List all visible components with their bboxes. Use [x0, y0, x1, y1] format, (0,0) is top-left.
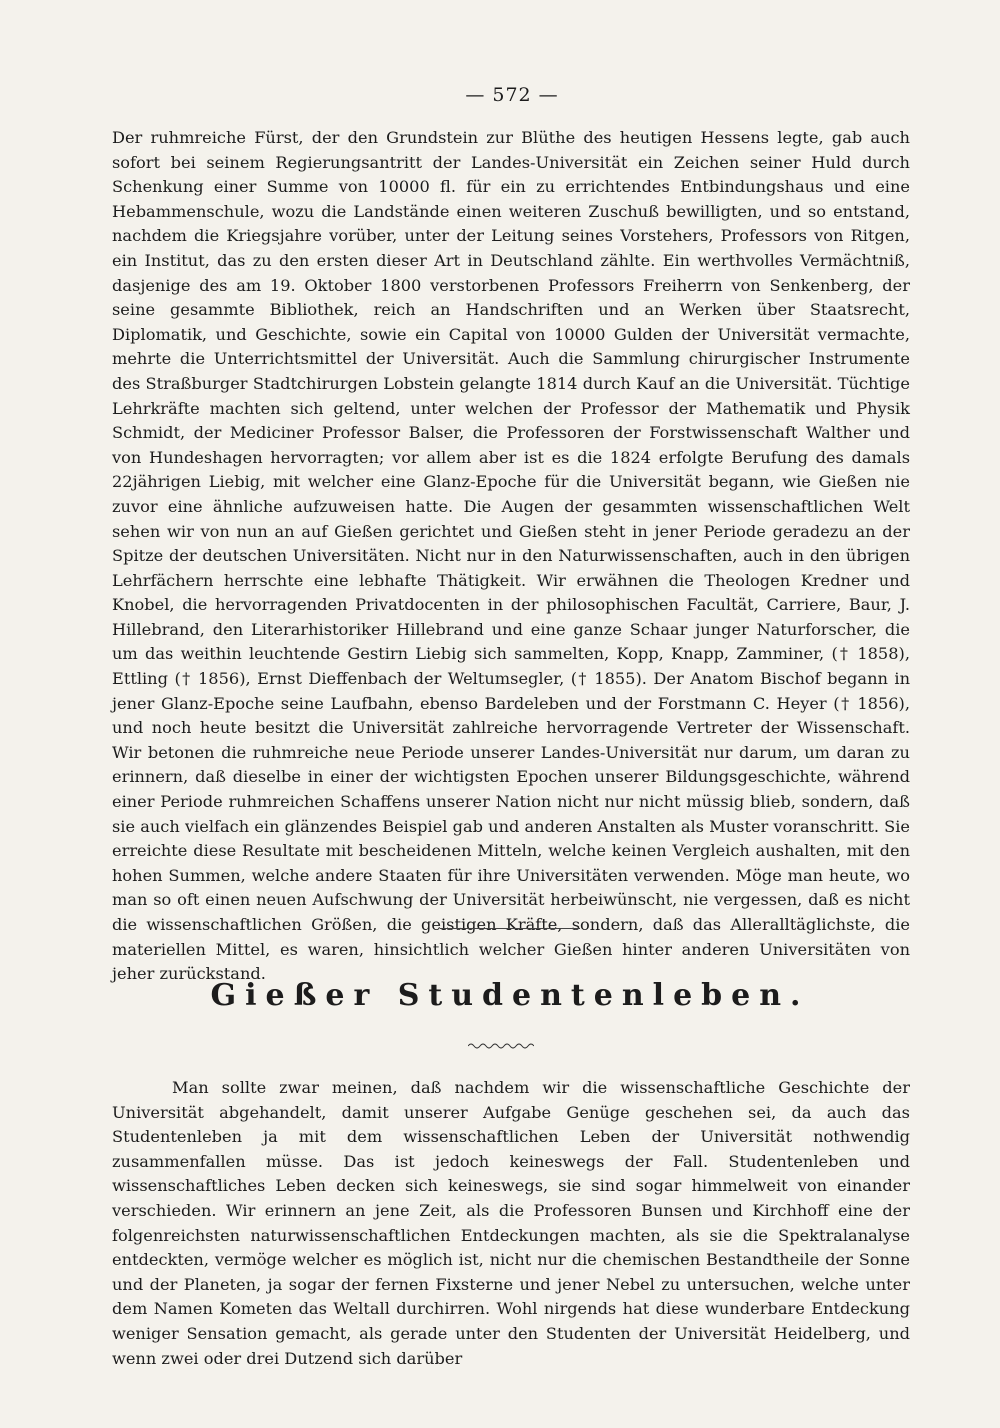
- section-heading: Gießer Studentenleben.: [210, 978, 810, 1013]
- ornament-squiggle: [468, 1042, 534, 1050]
- body-paragraph-2: Man sollte zwar meinen, daß nachdem wir die wissenschaftliche Geschichte der Universität abgehandelt, damit unserer Aufgabe Genüge geschehen sei, da auch das Studentenleben ja mit dem wissenschaftlichen Leben der Universität nothwendig zusammenfallen müsse. Das ist jedoch keineswegs der Fall. Studentenleben und wissenschaftliches Leben decken sich keineswegs, sie sind sogar himmelweit von einander verschieden. Wir erinnern an jene Zeit, als die Professoren Bunsen und Kirchhoff eine der folgenreichsten naturwissenschaftlichen Entdeckungen machten, als sie die Spektralanalyse entdeckten, vermöge welcher es möglich ist, nicht nur die chemischen Bestandtheile der Sonne und der Planeten, ja sogar der fernen Fixsterne und jener Nebel zu untersuchen, welche unter dem Namen Kometen das Weltall durchirren. Wohl nirgends hat diese wunderbare Entdeckung weniger Sensation gemacht, als gerade unter den Studenten der Universität Heidelberg, und wenn zwei oder drei Dutzend sich darüber: [112, 1078, 910, 1368]
- body-paragraph-1: Der ruhmreiche Fürst, der den Grundstein zur Blüthe des heutigen Hessens legte, gab auch sofort bei seinem Regierungsantritt der Landes-Universität ein Zeichen seiner Huld durch Schenkung einer Summe von 10000 fl. für ein zu errichtendes Entbindungshaus und eine Hebammenschule, wozu die Landstände einen weiteren Zuschuß bewilligten, und so entstand, nachdem die Kriegsjahre vorüber, unter der Leitung seines Vorstehers, Professors von Ritgen, ein Institut, das zu den ersten dieser Art in Deutschland zählte. Ein werthvolles Vermächtniß, dasjenige des am 19. Oktober 1800 verstorbenen Professors Freiherrn von Senkenberg, der seine gesammte Bibliothek, reich an Handschriften und an Werken über Staatsrecht, Diplomatik, und Geschichte, sowie ein Capital von 10000 Gulden der Universität vermachte, mehrte die Unterrichtsmittel der Universität. Auch die Sammlung chirurgischer Instrumente des Straßburger Stadtchirurgen Lobstein gelangte 1814 durch Kauf an die Universität. Tüchtige Lehrkräfte machten sich geltend, unter welchen der Professor der Mathematik und Physik Schmidt, der Mediciner Professor Balser, die Professoren der Forstwissenschaft Walther und von Hundeshagen hervorragten; vor allem aber ist es die 1824 erfolgte Berufung des damals 22jährigen Liebig, mit welcher eine Glanz-Epoche für die Universität begann, wie Gießen nie zuvor eine ähnliche aufzuweisen hatte. Die Augen der gesammten wissenschaftlichen Welt sehen wir von nun an auf Gießen gerichtet und Gießen steht in jener Periode geradezu an der Spitze der deutschen Universitäten. Nicht nur in den Naturwissenschaften, auch in den übrigen Lehrfächern herrschte eine lebhafte Thätigkeit. Wir erwähnen die Theologen Kredner und Knobel, die hervorragenden Privatdocenten in der philosophischen Facultät, Carriere, Baur, J. Hillebrand, den Literarhistoriker Hillebrand und eine ganze Schaar junger Naturforscher, die um das weithin leuchtende Gestirn Liebig sich sammelten, Kopp, Knapp, Zamminer, († 1858), Ettling († 1856), Ernst Dieffenbach der Weltumsegler, († 1855). Der Anatom Bischof begann in jener Glanz-Epoche seine Laufbahn, ebenso Bardeleben und der Forstmann C. Heyer († 1856), und noch heute besitzt die Universität zahlreiche hervorragende Vertreter der Wissenschaft. Wir betonen die ruhmreiche neue Periode unserer Landes-Universität nur darum, um daran zu erinnern, daß dieselbe in einer der wichtigsten Epochen unserer Bildungsgeschichte, während einer Periode ruhmreichen Schaffens unserer Nation nicht nur nicht müssig blieb, sondern, daß sie auch vielfach ein glänzendes Beispiel gab und anderen Anstalten als Muster voranschritt. Sie erreichte diese Resultate mit bescheidenen Mitteln, welche keinen Vergleich aushalten, mit den hohen Summen, welche andere Staaten für ihre Universitäten verwenden. Möge man heute, wo man so oft einen neuen Aufschwung der Universität herbeiwünscht, nie vergessen, daß es nicht die wissenschaftlichen Größen, die geistigen Kräfte, sondern, daß das Alleralltäglichste, die materiellen Mittel, es waren, hinsichtlich welcher Gießen hinter anderen Universitäten von jeher zurückstand.: [112, 128, 910, 984]
- page-number: — 572 —: [465, 84, 559, 106]
- section-divider: [440, 928, 580, 929]
